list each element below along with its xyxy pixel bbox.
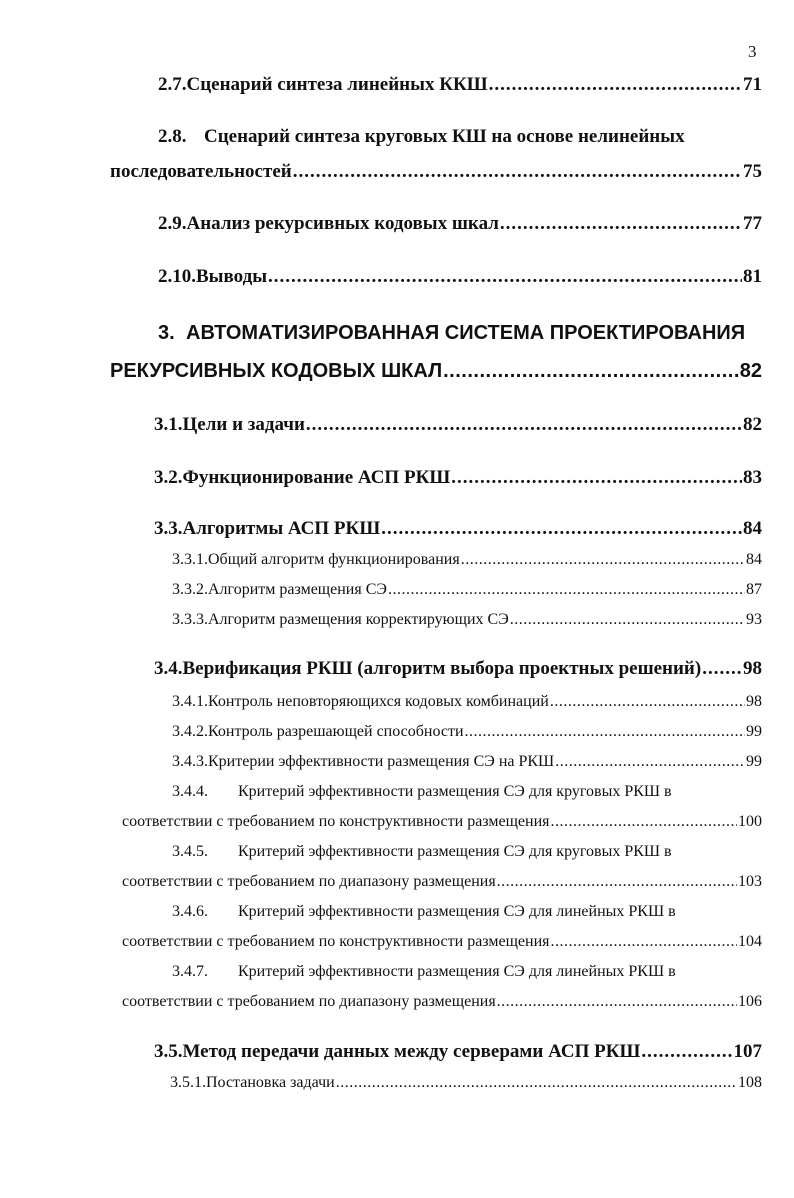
leader-dots (497, 993, 737, 1011)
page-ref: 84 (746, 551, 762, 568)
toc-entry-3-3-2[interactable] (172, 581, 762, 599)
subsection-number: 3.4.6. (172, 903, 208, 920)
subsection-title: Контроль неповторяющихся кодовых комбинаций (208, 693, 549, 710)
section-number: 3.4. (154, 658, 183, 679)
page-ref: 106 (738, 993, 762, 1010)
page-ref: 82 (739, 360, 762, 382)
toc-entry-3-4-4-line1[interactable] (172, 783, 672, 801)
chapter-number: 3. (158, 322, 175, 344)
chapter-title-continued: РЕКУРСИВНЫХ КОДОВЫХ ШКАЛ (110, 360, 443, 382)
subsection-title-continued: соответствии с требованием по конструктивности размещения (122, 933, 550, 950)
leader-dots (641, 1041, 732, 1063)
leader-dots (510, 611, 745, 629)
toc-chapter-3-line1[interactable] (158, 322, 745, 345)
section-title: Метод передачи данных между серверами АСП РКШ (182, 1041, 641, 1062)
page-ref: 87 (746, 581, 762, 598)
leader-dots (268, 266, 742, 288)
page-ref: 83 (743, 467, 762, 488)
toc-entry-2-7[interactable] (158, 74, 762, 96)
section-number: 2.10. (158, 266, 196, 287)
section-title: Функционирование АСП РКШ (182, 467, 451, 488)
section-number: 3.3. (154, 518, 183, 539)
subsection-title: Контроль разрешающей способности (208, 723, 464, 740)
chapter-title: АВТОМАТИЗИРОВАННАЯ СИСТЕМА ПРОЕКТИРОВАНИЯ (186, 322, 746, 344)
leader-dots (551, 933, 737, 951)
page-ref: 99 (746, 753, 762, 770)
leader-dots (551, 813, 737, 831)
page-ref: 77 (743, 213, 762, 234)
leader-dots (465, 723, 746, 741)
subsection-title: Критерий эффективности размещения СЭ для линейных РКШ в (238, 963, 676, 980)
toc-entry-3-5-1[interactable] (170, 1074, 762, 1092)
subsection-title: Постановка задачи (206, 1074, 335, 1091)
section-title: Сценарий синтеза круговых КШ на основе нелинейных (204, 126, 685, 147)
leader-dots (497, 873, 737, 891)
page-ref: 82 (743, 414, 762, 435)
toc-entry-3-4-7-line1[interactable] (172, 963, 676, 981)
leader-dots (293, 161, 742, 183)
subsection-number: 3.4.2. (172, 723, 208, 740)
page-ref: 100 (738, 813, 762, 830)
subsection-title-continued: соответствии с требованием по диапазону размещения (122, 873, 496, 890)
section-title: Цели и задачи (182, 414, 305, 435)
page-ref: 107 (733, 1041, 762, 1062)
leader-dots (489, 74, 742, 96)
subsection-title: Критерии эффективности размещения СЭ на РКШ (208, 753, 555, 770)
subsection-number: 3.4.3. (172, 753, 208, 770)
toc-entry-3-3-3[interactable] (172, 611, 762, 629)
subsection-number: 3.4.1. (172, 693, 208, 710)
leader-dots (388, 581, 745, 599)
section-number: 3.5. (154, 1041, 183, 1062)
toc-entry-3-4-3[interactable] (172, 753, 762, 771)
page-ref: 103 (738, 873, 762, 890)
subsection-title: Критерий эффективности размещения СЭ для круговых РКШ в (238, 843, 672, 860)
toc-entry-3-4-5-line2[interactable] (122, 873, 762, 891)
page-ref: 98 (746, 693, 762, 710)
toc-chapter-3-line2[interactable] (110, 360, 762, 383)
section-title: Сценарий синтеза линейных ККШ (186, 74, 488, 95)
toc-entry-3-4-1[interactable] (172, 693, 762, 711)
subsection-title: Критерий эффективности размещения СЭ для линейных РКШ в (238, 903, 676, 920)
toc-entry-2-8-line2[interactable] (110, 161, 762, 183)
toc-entry-2-9[interactable] (158, 213, 762, 235)
section-title-continued: последовательностей (110, 161, 292, 182)
toc-entry-3-4-7-line2[interactable] (122, 993, 762, 1011)
toc-entry-3-5[interactable] (154, 1041, 762, 1063)
section-title: Алгоритмы АСП РКШ (182, 518, 381, 539)
section-number: 3.2. (154, 467, 183, 488)
subsection-number: 3.4.5. (172, 843, 208, 860)
leader-dots (443, 360, 739, 383)
subsection-title: Критерий эффективности размещения СЭ для круговых РКШ в (238, 783, 672, 800)
page-ref: 98 (743, 658, 762, 679)
leader-dots (306, 414, 742, 436)
page-ref: 99 (746, 723, 762, 740)
section-number: 2.7. (158, 74, 187, 95)
toc-entry-3-1[interactable] (154, 414, 762, 436)
subsection-number: 3.4.7. (172, 963, 208, 980)
page-ref: 108 (738, 1074, 762, 1091)
page-ref: 81 (743, 266, 762, 287)
toc-entry-3-4-6-line1[interactable] (172, 903, 676, 921)
subsection-title-continued: соответствии с требованием по диапазону размещения (122, 993, 496, 1010)
toc-entry-3-4-2[interactable] (172, 723, 762, 741)
subsection-title: Общий алгоритм функционирования (208, 551, 460, 568)
subsection-number: 3.4.4. (172, 783, 208, 800)
leader-dots (336, 1074, 737, 1092)
toc-entry-3-4[interactable] (154, 658, 762, 680)
section-title: Верификация РКШ (алгоритм выбора проектных решений) (182, 658, 702, 679)
page-ref: 75 (743, 161, 762, 182)
leader-dots (381, 518, 742, 540)
leader-dots (461, 551, 745, 569)
leader-dots (550, 693, 745, 711)
leader-dots (555, 753, 745, 771)
subsection-title: Алгоритм размещения корректирующих СЭ (208, 611, 509, 628)
toc-entry-3-4-5-line1[interactable] (172, 843, 672, 861)
toc-entry-2-10[interactable] (158, 266, 762, 288)
toc-entry-3-4-6-line2[interactable] (122, 933, 762, 951)
subsection-title: Алгоритм размещения СЭ (208, 581, 387, 598)
toc-entry-3-3[interactable] (154, 518, 762, 540)
page-ref: 104 (738, 933, 762, 950)
subsection-number: 3.3.1. (172, 551, 208, 568)
section-number: 2.8. (158, 126, 187, 147)
leader-dots (500, 213, 742, 235)
section-number: 2.9. (158, 213, 187, 234)
subsection-number: 3.3.2. (172, 581, 208, 598)
section-title: Выводы (196, 266, 268, 287)
subsection-number: 3.3.3. (172, 611, 208, 628)
page-ref: 93 (746, 611, 762, 628)
leader-dots (451, 467, 742, 489)
page-ref: 71 (743, 74, 762, 95)
toc-entry-3-3-1[interactable] (172, 551, 762, 569)
subsection-title-continued: соответствии с требованием по конструктивности размещения (122, 813, 550, 830)
section-number: 3.1. (154, 414, 183, 435)
section-title: Анализ рекурсивных кодовых шкал (186, 213, 499, 234)
leader-dots (702, 658, 742, 680)
toc-entry-3-4-4-line2[interactable] (122, 813, 762, 831)
page-ref: 84 (743, 518, 762, 539)
toc-entry-2-8-line1[interactable] (158, 126, 685, 148)
toc-entry-3-2[interactable] (154, 467, 762, 489)
subsection-number: 3.5.1. (170, 1074, 206, 1091)
page-number: 3 (748, 42, 757, 61)
